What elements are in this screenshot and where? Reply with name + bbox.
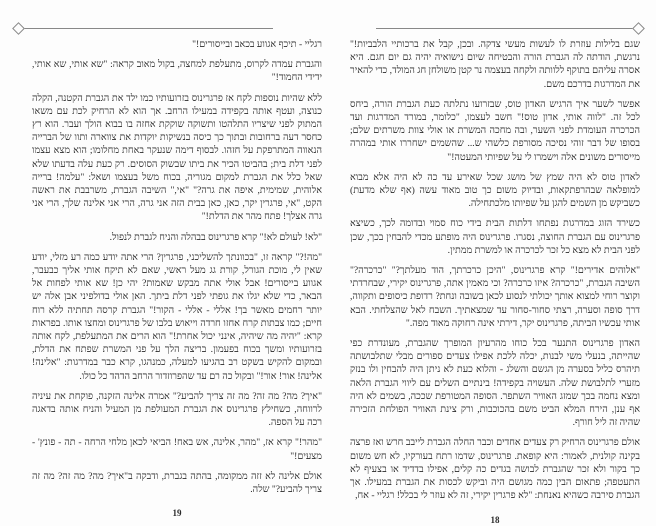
paragraph: שגם בלילות עוזרת לו לעשות מעשי צדקה. ובכן, קבל את ברכותיי הלבביות!" נרגשת, הודתה לה הגברת הורה והבטיחה שיום נישואיה יהיה גם יום חגם. היא אסרה עליהם בתוקף ללוותה ולקחה בעצמה נר קטן משולחן חג המולד, כדי להאיר את המדרגות בדרכם משם.	[350, 39, 640, 90]
page-body-text	[32, 38, 322, 503]
paragraph: אולם פרגרינוס הרחיק רק צעדים אחדים וכבר החלה הגברת לייבב חרש ואז פרצה בקינה קולנית, לאמור: היא קופאת. פרגרינוס, שדמו רתח בעורקיו, לא חש משום כך בקור ולא זכר שהגברת לבושה בגדים כה קלים, אפילו בדדיד או בצעיף לא התעטפה; פתאום הבין כמה מגושם היה וביקש לכסות את הגברת במעילו. אך הגברת סירבה כשהיא נאנחת: "לא פרגרין יקירי, זה לא עוזר לי בכלל! רגליי - אח,	[350, 437, 640, 502]
header-rule	[18, 28, 273, 29]
diamond-ornament-icon	[632, 22, 645, 35]
paragraph: "איך? מה? מה זה? מה זה צריך להביע?" אמרה אלינה הזקנה, פוקחת את עיניה לרווחה, כשחילץ פרגרינוס את הגברת המעולפת מן המעיל והניח אותה בדאגה רכה על הספה.	[32, 390, 322, 429]
diamond-ornament-icon	[12, 22, 25, 35]
page-body-text	[350, 38, 640, 510]
page-number: 18	[490, 514, 500, 525]
paragraph: והגברת עמדה לקרוס, מתעלפת למחצה, בקול מאוב קראה: "שא אותי, שא אותי, ידידי החמוד!"	[32, 59, 322, 84]
paragraph: "מהר!" קרא אז, "מהר, אלינה, אש באח! הביאי לכאן מלחי הרחה - תה - פונץ' - מצעים!"	[32, 437, 322, 462]
right-page	[328, 0, 656, 525]
page-number: 19	[172, 508, 182, 519]
header-rule	[376, 28, 636, 29]
page-column	[350, 38, 640, 526]
paragraph: האדון פרגרינוס התנער בכל כוחו מהרעיון המופרך שהגברת, מעונדרת כפי שהייתה, בנעלי משי לבנות, יכלה ללכת אפילו צעדים ספורים מבלי שתלבושתה תיהרס כליל בסערה מן הגשם והשלג - והלוא כעת לא ניתן היה להבחין ולו בנזק מזערי לתלבושת שלה. העשויה בקפידה! בינתיים השלים עם ליווי הגברת הלאה ומצא נחמה בכך שמזג האוויר השתפר. הסופה המטורפת שככה, בשמים לא היה אף ענן, הירח המלא הביט משם בהכוכבות, ורק צינת האוויר הפולחת הזכירה שהיה זה ליל חורף.	[350, 338, 640, 429]
paragraph: "לא! לעולם לא!" קרא פרגרינוס בבהלה והניח לגברת לנפול.	[109, 231, 322, 243]
page-column	[32, 38, 322, 519]
paragraph: אפשר לשער איך הרגיש האדון טוס, שבזרועו נתלתה כעת הגברת הורה, ביחס לכל זה. "לווה אותי, אדון טוס!" חשב לעצמו, "כלומר, במורד המדרגות ועד הכרכרה העומדת לפני השער, ובה מחכה המשרת או אולי צוות משרתים שלם; בסופו של דבר זוהי נסיכה מסורפת כלשהי ש... שהשמים ישחררו אותי במהרה מייסורים משונים אלה וישמרו לי על שפיותי המעטה!"	[350, 98, 640, 163]
paragraph: "מה!?" קראה זו, "בכוונתך להשליכני, פרגרין? הרי אתה יודע כמה רע מזלי, יודע שאין לי, מוכת הגורל, קורת גג מעל ראשי, שאם לא תיקח אותי אליך כבעבר, אגווע בייסורים! אבל אולי אתה מבקש שאמות? יהי כן! שא אותי לפחות אל הבאר, כדי שלא יגלו את גופתי לפני דלת ביתך. האן אולי בדולפיני אבן אלה יש יותר רחמים מאשר בך! אללי - אללי - הקור!" הגברת קרסה תחתיה ללא רוח חיים; כמו צבתות קרח אחזו חרדה וייאוש בלבו של פרגרינוס ומחצו אותו. בפראות קרא: "יהיה מה שיהיה, אינני יכול אחרת!" הוא הרים את המתעלפת, לקח אותה בזרועותיו ומשך בכוח בפעמון. בריצה הלך על פני המשרת שפתח את הדלת, ובמקום להקיש בשקט רב בהגיעו למעלה, כמנהגו, קרא כבר במדרגות: "אלינה! אלינה! אור! אור!" ובקול כה רם עד שהפרוזדור הרחב הדהד כל כולו.	[32, 251, 322, 382]
paragraph: ללא שהיות נוספות לקח אז פרגרינוס בזרועותיו כמו ילד את הגברת הקטנה, הקלה כנוצה, ועטף אותה בקפידה במעילו הרחב. אך הוא לא הרחיק לכת עם משאו המתוק לפני שיצריו התלהטו ותשוקה שוקקת אחזה בו בבוא הולך ועבר. הוא רץ כחסר דעה ברחובות ובתוך כך כיסה בנשיקות יוקדות את צווארה ותוו של הברייה הנאווה המתרפקת על חזהו. לבסוף דימה שנעקר באחת מחלומו; הוא מצא עצמו לפני דלת בית; בהביטו הכיר את ביתו שבשוק הסוסים. רק כעת עלה בדעתו שלא שאל כלל את הגברת למקום מגוריה, בכוח משל בעצמו ושאל: "עלמה! ברייה אלוהית, שמימית, איפה את גרה?" "אי," השיבה הגברת, משרבבת את ראשה הקט, "אי, פרגרין יקר, כאן, כאן בבית הזה אני גרה, הרי אני אלינה שלך, הרי אני גרה אצלך! פתח מהר את הדלת!"	[32, 92, 322, 223]
paragraph: רגליי - תיכף אגווע בכאב ובייסורים!"	[192, 39, 322, 50]
paragraph: "אלוהים אדירים!" קרא פרגרינוס, "היכן כרכרתך, הוד מעלתך?" "כרכרה?" השיבה הגברת, "כרכרה? איזו כרכרה? וכי מאמין אתה, פרגרינוס יקירי, שבחרדתי וקוצר רוחי למצוא אותך יכולתי לנסוע לכאן בשובה ונחת? רדופת כיסופים ותקווה, דרך סופה וסערה, רצתי סחור-סחור עד שמצאתיך. השבח לאל שהצלחתי. הבא אותי עכשיו הביתה, פרגרינוס יקר, דירתי אינה רחוקה מאוד מפה."	[350, 265, 640, 329]
paragraph: לאדון טוס לא היה שמץ של מושג שכל שאירע עד כה לא היה אלא מבוא למופלאה שבהרפתקאות, ובדיוק משום כך טוב מאוד עשה (אף שלא מדעת) כשביקש מן השמים להגן על שפיותו מלכתחילה.	[350, 171, 640, 210]
paragraph: כשירד הזוג במדרגות נפתחו דלתות הבית בידי כוח סמוי ובדומה לכך, כשיצא פרגרינוס עם הגברת החוצה, נסגרו. פרגרינוס היה מופתע מכדי להבחין בכך, שכן לפני הבית לא מצא כל זכר לכרכרה או למשרת ממתין.	[350, 218, 640, 256]
left-page	[0, 0, 328, 519]
paragraph: אולם אלינה לא זזה ממקומה, בהתה בגברת, ודבקה ב"איך? מה? מה זה? מה זה צריך להביע?" שלה.	[32, 470, 322, 496]
